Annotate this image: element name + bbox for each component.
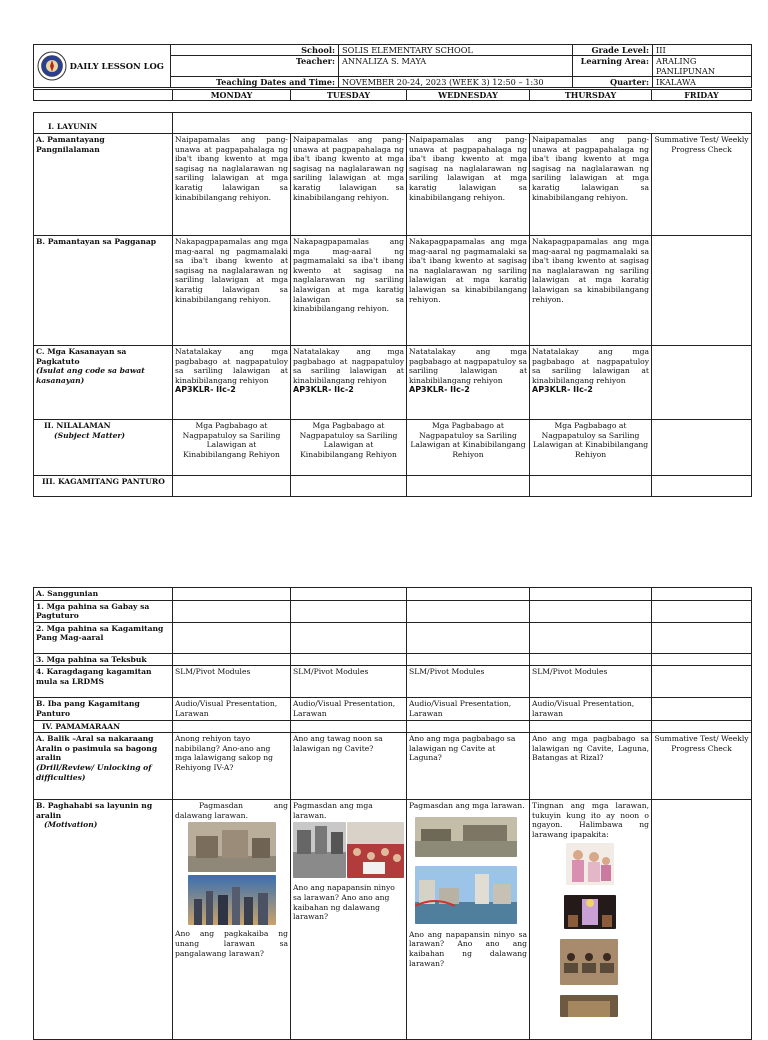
kasanayan-code: AP3KLR- IIc-2	[532, 385, 593, 395]
wed-kag	[407, 476, 530, 497]
doc-title: DAILY LESSON LOG	[69, 61, 164, 71]
grade-value: III	[653, 45, 752, 56]
family-photo	[566, 843, 614, 885]
day-wednesday: WEDNESDAY	[407, 90, 530, 101]
sanggunian-label: A. Sanggunian	[34, 588, 173, 601]
tue-nilalaman: Mga Pagbabago at Nagpapatuloy sa Sariling Lalawigan at Kinabibilangang Rehiyon	[291, 420, 407, 476]
header-table	[33, 44, 752, 88]
paghahabi-title: B. Paghahabi sa layunin ng aralin	[36, 801, 153, 820]
fri-nilalaman	[652, 420, 752, 476]
mon-kag	[173, 476, 291, 497]
teacher-value: ANNALIZA S. MAYA	[339, 56, 573, 77]
mon-motivation	[173, 800, 291, 1040]
fri-kasanayan	[652, 346, 752, 420]
tue-balik: Ano ang tawag noon sa lalawigan ng Cavite?	[291, 733, 407, 800]
kagamitang-mag-aaral-label: 2. Mga pahina sa Kagamitang Pang Mag-aaral	[34, 622, 173, 653]
kasanayan-title: C. Mga Kasanayan sa Pagkatuto	[36, 347, 127, 366]
thu-motivation	[530, 800, 652, 1040]
tue-av: Audio/Visual Presentation, Larawan	[291, 698, 407, 720]
teksbuk-label: 3. Mga pahina sa Teksbuk	[34, 653, 173, 666]
quarter-value: IKALAWA	[653, 77, 752, 88]
kasanayan-text: Natatalakay ang mga pagbabago at nagpapatuloy sa sariling lalawigan at kinabibilangang rehiyon	[175, 347, 288, 385]
mon-kasanayan	[173, 346, 291, 420]
area-value: ARALING PANLIPUNAN	[653, 56, 752, 77]
quarter-label: Quarter:	[573, 77, 653, 88]
balik-aral-sub: (Drill/Review/ Unlocking of difficulties)	[36, 762, 152, 782]
paghahabi-sub: (Motivation)	[44, 820, 98, 830]
materials-procedure-table	[33, 587, 752, 1040]
kasanayan-label	[34, 346, 173, 420]
layunin-blank	[173, 113, 752, 134]
thu-slm: SLM/Pivot Modules	[530, 666, 652, 698]
mon-slm: SLM/Pivot Modules	[173, 666, 291, 698]
mon-nilalaman: Mga Pagbabago at Nagpapatuloy sa Sariling Lalawigan at Kinabibilangang Rehiyon	[173, 420, 291, 476]
thu-nilalaman: Mga Pagbabago at Nagpapatuloy sa Sariling Lalawigan at Kinabibilangang Rehiyon	[530, 420, 652, 476]
nilalaman-sub: (Subject Matter)	[54, 430, 126, 440]
modern-city-photo	[188, 875, 276, 925]
teacher-label: Teacher:	[171, 56, 339, 77]
day-friday: FRIDAY	[652, 90, 752, 101]
kagamitang-panturo-label: III. KAGAMITANG PANTURO	[34, 476, 173, 497]
thu-kag	[530, 476, 652, 497]
thu-pangnilalaman: Naipapamalas ang pang-unawa at pagpapahalaga ng iba't ibang kwento at mga sagisag na naglalarawan ng sariling lalawigan at mga karatig lalawigan sa kinabibilangang rehiyon.	[530, 134, 652, 236]
tue-pangnilalaman: Naipapamalas ang pang-unawa at pagpapahalaga ng iba't ibang kwento at mga sagisag na naglalarawan ng sariling lalawigan at mga karatig lalawigan sa kinabibilangang rehiyon.	[291, 134, 407, 236]
balik-aral-label	[34, 733, 173, 800]
tue-slm: SLM/Pivot Modules	[291, 666, 407, 698]
mon-motivation-intro: Pagmasdan ang dalawang larawan.	[175, 801, 288, 820]
old-town-photo	[188, 822, 276, 872]
fri-balik: Summative Test/ Weekly Progress Check	[652, 733, 752, 800]
balik-aral-title: A. Balik –Aral sa nakaraang Aralin o pasimula sa bagong aralin	[36, 734, 158, 763]
pamamaraan-heading: IV. PAMAMARAAN	[34, 720, 173, 733]
wed-pagganap: Nakapagpapamalas ang mga mag-aaral ng pagmamalaki sa iba't ibang kwento at sagisag na naglalarawan ng sariling lalawigan at mga karatig lalawigan sa kinabibilangang rehiyon.	[407, 236, 530, 346]
festival-photo	[564, 895, 616, 929]
fri-motivation	[652, 800, 752, 1040]
fri-kag	[652, 476, 752, 497]
pamantayan-pagganap-label: B. Pamantayan sa Pagganap	[34, 236, 173, 346]
thu-balik: Ano ang mga pagbabago sa lalawigan ng Cavite, Laguna, Batangas at Rizal?	[530, 733, 652, 800]
wed-motivation	[407, 800, 530, 1040]
paghahabi-label	[34, 800, 173, 1040]
old-house-photo	[560, 995, 618, 1017]
tue-motivation-question: Ano ang napapansin ninyo sa larawan? Ano ano ang kaibahan ng dalawang larawan?	[293, 883, 395, 922]
tue-kasanayan	[291, 346, 407, 420]
wed-slm: SLM/Pivot Modules	[407, 666, 530, 698]
thu-kasanayan	[530, 346, 652, 420]
tue-kag	[291, 476, 407, 497]
nilalaman-label	[34, 420, 173, 476]
tue-motivation-intro: Pagmasdan ang mga larawan.	[293, 801, 373, 820]
kasanayan-code: AP3KLR- IIc-2	[175, 385, 236, 395]
gabay-label: 1. Mga pahina sa Gabay sa Pagtuturo	[34, 600, 173, 622]
kasanayan-sub: (Isulat ang code sa bawat kasanayan)	[36, 366, 145, 385]
wed-balik: Ano ang mga pagbabago sa lalawigan ng Cavite at Laguna?	[407, 733, 530, 800]
mon-pangnilalaman: Naipapamalas ang pang-unawa at pagpapahalaga ng iba't ibang kwento at mga sagisag na naglalarawan ng sariling lalawigan at mga karatig lalawigan sa kinabibilangang rehiyon.	[173, 134, 291, 236]
wed-pangnilalaman: Naipapamalas ang pang-unawa at pagpapahalaga ng iba't ibang kwento at mga sagisag na naglalarawan ng sariling lalawigan at mga karatig lalawigan sa kinabibilangang rehiyon.	[407, 134, 530, 236]
grade-label: Grade Level:	[573, 45, 653, 56]
layunin-heading: I. LAYUNIN	[34, 113, 173, 134]
kasanayan-text: Natatalakay ang mga pagbabago at nagpapatuloy sa sariling lalawigan at kinabibilangang rehiyon	[532, 347, 649, 385]
dates-value: NOVEMBER 20-24, 2023 (WEEK 3) 12:50 – 1:30	[339, 77, 573, 88]
nilalaman-title: II. NILALAMAN	[44, 421, 111, 430]
tue-pagganap: Nakapagpapamalas ang mga mag-aaral ng pagmamalaki sa iba't ibang kwento at sagisag na naglalarawan ng sariling lalawigan at mga karatig lalawigan sa kinabibilangang rehiyon.	[291, 236, 407, 346]
logo-title-cell	[34, 45, 171, 88]
old-street-photo	[293, 822, 346, 878]
thu-av: Audio/Visual Presentation, larawan	[530, 698, 652, 720]
day-thursday: THURSDAY	[530, 90, 652, 101]
pamantayang-pangnilalaman-label: A. Pamantayang Pangnilalaman	[34, 134, 173, 236]
wed-kasanayan	[407, 346, 530, 420]
tue-photos	[293, 822, 404, 878]
objectives-table	[33, 112, 752, 497]
days-header	[33, 89, 752, 101]
deped-seal-icon	[37, 51, 67, 81]
kasanayan-text: Natatalakay ang mga pagbabago at nagpapatuloy sa sariling lalawigan at kinabibilangang rehiyon	[293, 347, 404, 385]
crowd-photo	[347, 822, 404, 878]
thu-pagganap: Nakapagpapamalas ang mga mag-aaral ng pagmamalaki sa iba't ibang kwento at sagisag na naglalarawan ng sariling lalawigan at mga karatig lalawigan sa kinabibilangang rehiyon.	[530, 236, 652, 346]
school-value: SOLIS ELEMENTARY SCHOOL	[339, 45, 573, 56]
mon-motivation-question: Ano ang pagkakaiba ng unang larawan sa pangalawang larawan?	[175, 929, 288, 958]
area-label: Learning Area:	[573, 56, 653, 77]
mon-av: Audio/Visual Presentation, Larawan	[173, 698, 291, 720]
iba-pang-kagamitan-label: B. Iba pang Kagamitang Panturo	[34, 698, 173, 720]
mon-pagganap: Nakapagpapamalas ang mga mag-aaral ng pagmamalaki sa iba't ibang kwento at sagisag na naglalarawan ng sariling lalawigan at mga karatig lalawigan sa kinabibilangang rehiyon.	[173, 236, 291, 346]
kasanayan-code: AP3KLR- IIc-2	[293, 385, 354, 395]
day-monday: MONDAY	[173, 90, 291, 101]
day-tuesday: TUESDAY	[291, 90, 407, 101]
day-blank	[34, 90, 173, 101]
wed-av: Audio/Visual Presentation, Larawan	[407, 698, 530, 720]
mon-balik: Anong rehiyon tayo nabibilang? Ano-ano ang mga lalawigang sakop ng Rehiyong IV-A?	[173, 733, 291, 800]
thu-motivation-intro: Tingnan ang mga larawan, tukuyin kung ito ay noon o ngayon. Halimbawa ng larawang ipapakita:	[532, 801, 649, 839]
classroom-photo	[560, 939, 618, 985]
modern-river-photo	[415, 866, 517, 924]
fri-pangnilalaman: Summative Test/ Weekly Progress Check	[652, 134, 752, 236]
school-label: School:	[171, 45, 339, 56]
fri-pagganap	[652, 236, 752, 346]
old-river-photo	[415, 817, 517, 857]
tue-motivation	[291, 800, 407, 1040]
kasanayan-text: Natatalakay ang mga pagbabago at nagpapatuloy sa sariling lalawigan at kinabibilangang rehiyon	[409, 347, 527, 385]
wed-nilalaman: Mga Pagbabago at Nagpapatuloy sa Sariling Lalawigan at Kinabibilangang Rehiyon	[407, 420, 530, 476]
wed-motivation-question: Ano ang napapansin ninyo sa larawan? Ano ano ang kaibahan ng dalawang larawan?	[409, 929, 527, 968]
dates-label: Teaching Dates and Time:	[171, 77, 339, 88]
kasanayan-code: AP3KLR- IIc-2	[409, 385, 470, 395]
wed-motivation-intro: Pagmasdan ang mga larawan.	[409, 801, 525, 811]
lrdms-label: 4. Karagdagang kagamitan mula sa LRDMS	[34, 666, 173, 698]
